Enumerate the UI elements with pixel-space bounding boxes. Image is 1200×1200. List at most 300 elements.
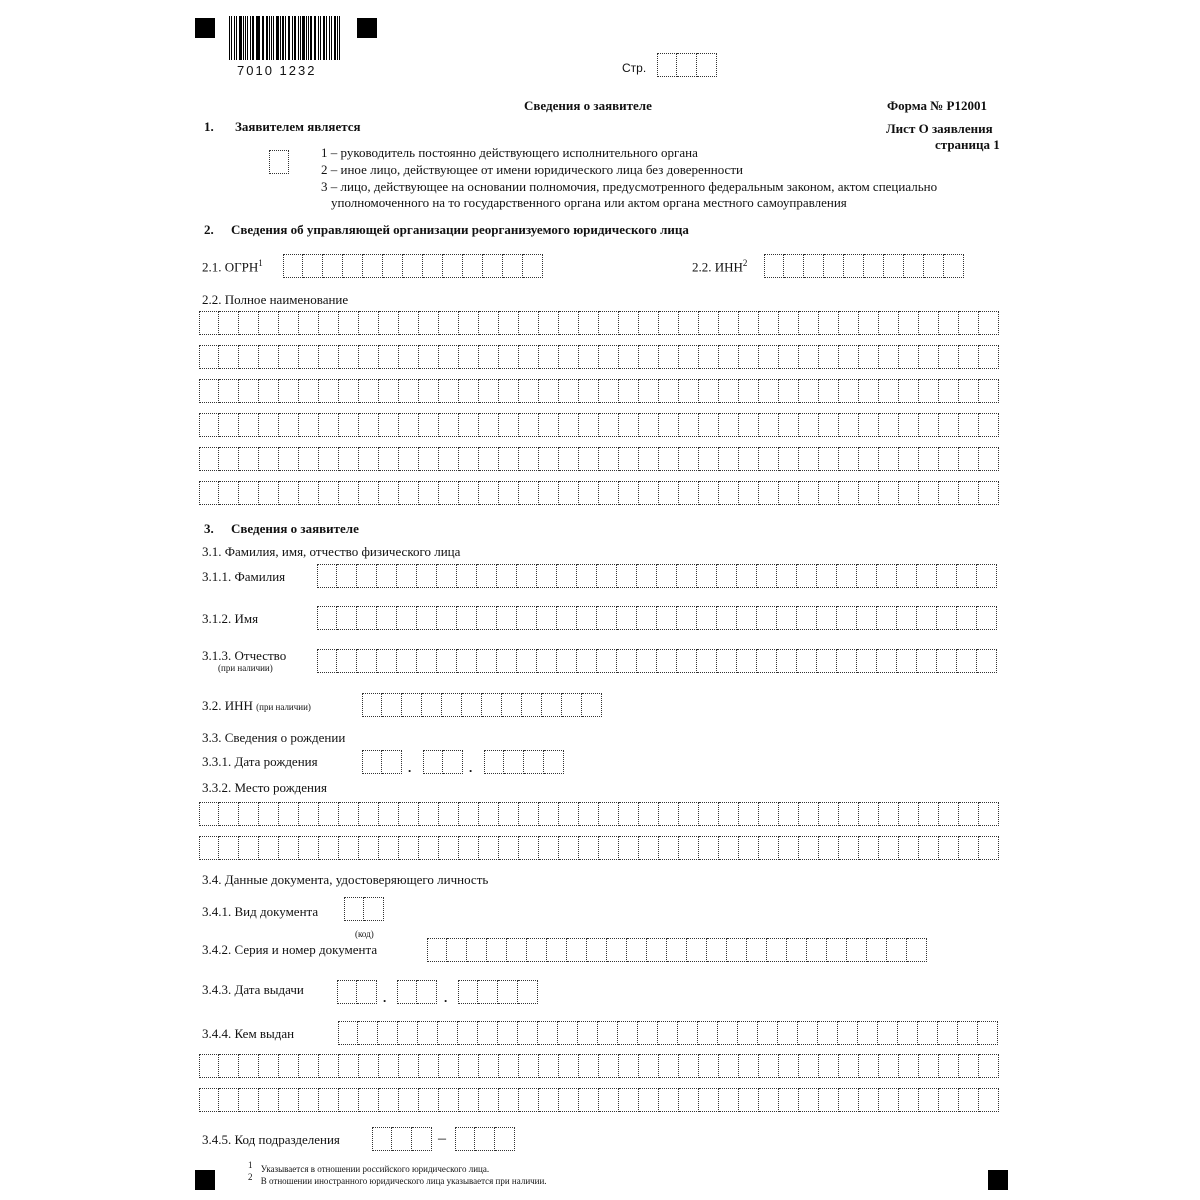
input-cell[interactable]	[359, 1088, 379, 1112]
input-cell[interactable]	[439, 802, 459, 826]
input-cell[interactable]	[919, 1054, 939, 1078]
input-cell[interactable]	[437, 649, 457, 673]
input-cell[interactable]	[239, 413, 259, 437]
input-cell[interactable]	[419, 345, 439, 369]
input-cell[interactable]	[599, 802, 619, 826]
input-cell[interactable]	[299, 481, 319, 505]
input-cell[interactable]	[779, 379, 799, 403]
input-cell[interactable]	[877, 649, 897, 673]
input-cell[interactable]	[319, 447, 339, 471]
input-cell[interactable]	[859, 836, 879, 860]
input-cell[interactable]	[879, 413, 899, 437]
input-cell[interactable]	[544, 750, 564, 774]
input-cell[interactable]	[867, 938, 887, 962]
input-cell[interactable]	[658, 1021, 678, 1045]
input-cell[interactable]	[917, 649, 937, 673]
input-cell[interactable]	[819, 481, 839, 505]
input-cell[interactable]	[779, 311, 799, 335]
input-cell[interactable]	[678, 1021, 698, 1045]
input-cell[interactable]	[423, 254, 443, 278]
input-cell[interactable]	[819, 447, 839, 471]
input-cell[interactable]	[659, 1088, 679, 1112]
input-cell[interactable]	[499, 1054, 519, 1078]
input-cell[interactable]	[597, 606, 617, 630]
input-cell[interactable]	[679, 345, 699, 369]
issued-by-field[interactable]	[199, 1054, 999, 1112]
input-cell[interactable]	[817, 649, 837, 673]
input-cell[interactable]	[619, 1088, 639, 1112]
input-cell[interactable]	[659, 311, 679, 335]
input-cell[interactable]	[447, 938, 467, 962]
input-cell[interactable]	[519, 1054, 539, 1078]
input-cell[interactable]	[439, 1088, 459, 1112]
input-cell[interactable]	[339, 447, 359, 471]
input-cell[interactable]	[392, 1127, 412, 1151]
input-cell[interactable]	[537, 649, 557, 673]
input-cell[interactable]	[798, 1021, 818, 1045]
input-cell[interactable]	[518, 1021, 538, 1045]
input-cell[interactable]	[944, 254, 964, 278]
input-cell[interactable]	[819, 379, 839, 403]
input-cell[interactable]	[337, 980, 357, 1004]
input-cell[interactable]	[519, 311, 539, 335]
input-cell[interactable]	[759, 481, 779, 505]
input-cell[interactable]	[397, 980, 417, 1004]
input-cell[interactable]	[959, 481, 979, 505]
input-cell[interactable]	[357, 606, 377, 630]
input-cell[interactable]	[479, 481, 499, 505]
input-cell[interactable]	[339, 1088, 359, 1112]
input-cell[interactable]	[199, 345, 219, 369]
ogrn-field[interactable]	[283, 254, 543, 278]
dept-code-part1-field[interactable]	[372, 1127, 432, 1151]
input-cell[interactable]	[718, 1021, 738, 1045]
input-cell[interactable]	[239, 345, 259, 369]
input-cell[interactable]	[507, 938, 527, 962]
input-cell[interactable]	[379, 1088, 399, 1112]
input-cell[interactable]	[899, 345, 919, 369]
input-cell[interactable]	[807, 938, 827, 962]
input-cell[interactable]	[317, 606, 337, 630]
input-cell[interactable]	[719, 311, 739, 335]
input-cell[interactable]	[269, 150, 289, 174]
input-cell[interactable]	[859, 481, 879, 505]
input-cell[interactable]	[959, 836, 979, 860]
input-cell[interactable]	[399, 481, 419, 505]
fullname-row[interactable]	[199, 447, 999, 471]
input-cell[interactable]	[419, 379, 439, 403]
input-cell[interactable]	[779, 413, 799, 437]
input-cell[interactable]	[482, 693, 502, 717]
input-cell[interactable]	[677, 606, 697, 630]
input-cell[interactable]	[517, 564, 537, 588]
input-cell[interactable]	[977, 606, 997, 630]
input-cell[interactable]	[739, 379, 759, 403]
input-cell[interactable]	[719, 481, 739, 505]
input-cell[interactable]	[239, 379, 259, 403]
input-cell[interactable]	[859, 379, 879, 403]
input-cell[interactable]	[419, 1054, 439, 1078]
input-cell[interactable]	[779, 447, 799, 471]
input-cell[interactable]	[979, 379, 999, 403]
input-cell[interactable]	[567, 938, 587, 962]
input-cell[interactable]	[857, 564, 877, 588]
input-cell[interactable]	[479, 1088, 499, 1112]
input-cell[interactable]	[959, 1054, 979, 1078]
input-cell[interactable]	[317, 649, 337, 673]
input-cell[interactable]	[259, 1088, 279, 1112]
input-cell[interactable]	[484, 750, 504, 774]
input-cell[interactable]	[697, 564, 717, 588]
input-cell[interactable]	[279, 481, 299, 505]
input-cell[interactable]	[479, 802, 499, 826]
input-cell[interactable]	[499, 1088, 519, 1112]
input-cell[interactable]	[279, 379, 299, 403]
input-cell[interactable]	[844, 254, 864, 278]
input-cell[interactable]	[439, 481, 459, 505]
input-cell[interactable]	[959, 379, 979, 403]
fullname-row[interactable]	[199, 481, 999, 505]
input-cell[interactable]	[958, 1021, 978, 1045]
input-cell[interactable]	[279, 447, 299, 471]
input-cell[interactable]	[939, 802, 959, 826]
input-cell[interactable]	[477, 606, 497, 630]
input-cell[interactable]	[518, 980, 538, 1004]
input-cell[interactable]	[478, 980, 498, 1004]
input-cell[interactable]	[439, 379, 459, 403]
input-cell[interactable]	[679, 802, 699, 826]
fullname-row[interactable]	[199, 311, 999, 335]
input-cell[interactable]	[679, 311, 699, 335]
input-cell[interactable]	[364, 897, 384, 921]
input-cell[interactable]	[479, 836, 499, 860]
input-cell[interactable]	[199, 413, 219, 437]
input-cell[interactable]	[359, 836, 379, 860]
input-cell[interactable]	[619, 447, 639, 471]
input-cell[interactable]	[777, 649, 797, 673]
input-cell[interactable]	[898, 1021, 918, 1045]
input-cell[interactable]	[362, 750, 382, 774]
input-cell[interactable]	[957, 606, 977, 630]
input-cell[interactable]	[699, 1054, 719, 1078]
input-cell[interactable]	[279, 836, 299, 860]
input-cell[interactable]	[299, 1088, 319, 1112]
input-cell[interactable]	[839, 481, 859, 505]
input-cell[interactable]	[739, 836, 759, 860]
input-cell[interactable]	[804, 254, 824, 278]
input-cell[interactable]	[639, 481, 659, 505]
input-cell[interactable]	[879, 802, 899, 826]
input-cell[interactable]	[659, 1054, 679, 1078]
input-cell[interactable]	[759, 836, 779, 860]
input-cell[interactable]	[259, 836, 279, 860]
input-cell[interactable]	[879, 836, 899, 860]
input-cell[interactable]	[919, 481, 939, 505]
input-cell[interactable]	[699, 836, 719, 860]
input-cell[interactable]	[479, 1054, 499, 1078]
input-cell[interactable]	[797, 606, 817, 630]
input-cell[interactable]	[399, 1054, 419, 1078]
input-cell[interactable]	[897, 606, 917, 630]
input-cell[interactable]	[737, 649, 757, 673]
input-cell[interactable]	[699, 447, 719, 471]
input-cell[interactable]	[677, 649, 697, 673]
input-cell[interactable]	[939, 447, 959, 471]
input-cell[interactable]	[537, 564, 557, 588]
input-cell[interactable]	[757, 564, 777, 588]
input-cell[interactable]	[219, 1054, 239, 1078]
input-cell[interactable]	[619, 1054, 639, 1078]
input-cell[interactable]	[547, 938, 567, 962]
input-cell[interactable]	[699, 1088, 719, 1112]
input-cell[interactable]	[259, 1054, 279, 1078]
input-cell[interactable]	[879, 379, 899, 403]
input-cell[interactable]	[739, 311, 759, 335]
dept-code-part2-field[interactable]	[455, 1127, 515, 1151]
surname-field[interactable]	[317, 564, 997, 588]
input-cell[interactable]	[559, 413, 579, 437]
input-cell[interactable]	[699, 413, 719, 437]
input-cell[interactable]	[598, 1021, 618, 1045]
input-cell[interactable]	[443, 750, 463, 774]
input-cell[interactable]	[797, 649, 817, 673]
input-cell[interactable]	[819, 802, 839, 826]
input-cell[interactable]	[339, 311, 359, 335]
input-cell[interactable]	[559, 447, 579, 471]
inn-field[interactable]	[764, 254, 964, 278]
input-cell[interactable]	[499, 379, 519, 403]
input-cell[interactable]	[937, 606, 957, 630]
input-cell[interactable]	[499, 345, 519, 369]
input-cell[interactable]	[597, 564, 617, 588]
input-cell[interactable]	[417, 564, 437, 588]
input-cell[interactable]	[599, 1054, 619, 1078]
input-cell[interactable]	[607, 938, 627, 962]
birth-month-field[interactable]	[423, 750, 463, 774]
input-cell[interactable]	[879, 447, 899, 471]
input-cell[interactable]	[877, 606, 897, 630]
input-cell[interactable]	[557, 606, 577, 630]
input-cell[interactable]	[219, 413, 239, 437]
input-cell[interactable]	[437, 606, 457, 630]
input-cell[interactable]	[619, 379, 639, 403]
input-cell[interactable]	[979, 481, 999, 505]
input-cell[interactable]	[919, 836, 939, 860]
input-cell[interactable]	[397, 649, 417, 673]
input-cell[interactable]	[759, 413, 779, 437]
input-cell[interactable]	[199, 1054, 219, 1078]
input-cell[interactable]	[417, 980, 437, 1004]
input-cell[interactable]	[699, 481, 719, 505]
input-cell[interactable]	[579, 311, 599, 335]
input-cell[interactable]	[679, 1054, 699, 1078]
input-cell[interactable]	[939, 1088, 959, 1112]
input-cell[interactable]	[443, 254, 463, 278]
input-cell[interactable]	[319, 1054, 339, 1078]
input-cell[interactable]	[359, 802, 379, 826]
input-cell[interactable]	[319, 311, 339, 335]
input-cell[interactable]	[757, 649, 777, 673]
input-cell[interactable]	[959, 447, 979, 471]
input-cell[interactable]	[582, 693, 602, 717]
input-cell[interactable]	[524, 750, 544, 774]
input-cell[interactable]	[719, 836, 739, 860]
input-cell[interactable]	[679, 413, 699, 437]
input-cell[interactable]	[937, 649, 957, 673]
input-cell[interactable]	[357, 649, 377, 673]
applicant-type-field[interactable]	[269, 150, 289, 174]
input-cell[interactable]	[919, 802, 939, 826]
input-cell[interactable]	[382, 693, 402, 717]
input-cell[interactable]	[539, 802, 559, 826]
input-cell[interactable]	[439, 413, 459, 437]
input-cell[interactable]	[412, 1127, 432, 1151]
input-cell[interactable]	[764, 254, 784, 278]
input-cell[interactable]	[819, 836, 839, 860]
input-cell[interactable]	[847, 938, 867, 962]
input-cell[interactable]	[579, 1054, 599, 1078]
input-cell[interactable]	[739, 447, 759, 471]
input-cell[interactable]	[559, 345, 579, 369]
input-cell[interactable]	[378, 1021, 398, 1045]
input-cell[interactable]	[759, 379, 779, 403]
input-cell[interactable]	[539, 836, 559, 860]
input-cell[interactable]	[899, 413, 919, 437]
input-cell[interactable]	[979, 447, 999, 471]
input-cell[interactable]	[679, 481, 699, 505]
input-cell[interactable]	[427, 938, 447, 962]
input-cell[interactable]	[719, 1088, 739, 1112]
input-cell[interactable]	[279, 413, 299, 437]
input-cell[interactable]	[679, 379, 699, 403]
input-cell[interactable]	[457, 606, 477, 630]
input-cell[interactable]	[979, 1088, 999, 1112]
input-cell[interactable]	[938, 1021, 958, 1045]
input-cell[interactable]	[379, 345, 399, 369]
input-cell[interactable]	[439, 836, 459, 860]
input-cell[interactable]	[799, 1054, 819, 1078]
birth-place-field[interactable]	[199, 802, 999, 860]
input-cell[interactable]	[859, 311, 879, 335]
birth-place-row[interactable]	[199, 802, 999, 826]
input-cell[interactable]	[659, 481, 679, 505]
input-cell[interactable]	[519, 379, 539, 403]
input-cell[interactable]	[878, 1021, 898, 1045]
input-cell[interactable]	[299, 345, 319, 369]
input-cell[interactable]	[839, 379, 859, 403]
page-number-field[interactable]	[657, 53, 717, 77]
input-cell[interactable]	[199, 447, 219, 471]
input-cell[interactable]	[419, 447, 439, 471]
input-cell[interactable]	[864, 254, 884, 278]
input-cell[interactable]	[799, 481, 819, 505]
input-cell[interactable]	[457, 649, 477, 673]
input-cell[interactable]	[819, 1054, 839, 1078]
input-cell[interactable]	[517, 606, 537, 630]
input-cell[interactable]	[399, 802, 419, 826]
input-cell[interactable]	[439, 1054, 459, 1078]
issue-day-field[interactable]	[337, 980, 377, 1004]
input-cell[interactable]	[637, 606, 657, 630]
input-cell[interactable]	[499, 481, 519, 505]
input-cell[interactable]	[819, 345, 839, 369]
input-cell[interactable]	[859, 1054, 879, 1078]
input-cell[interactable]	[779, 802, 799, 826]
birth-year-field[interactable]	[484, 750, 564, 774]
input-cell[interactable]	[657, 564, 677, 588]
input-cell[interactable]	[904, 254, 924, 278]
input-cell[interactable]	[402, 693, 422, 717]
doc-type-field[interactable]	[344, 897, 384, 921]
doc-series-field[interactable]	[427, 938, 927, 962]
input-cell[interactable]	[539, 345, 559, 369]
input-cell[interactable]	[579, 481, 599, 505]
input-cell[interactable]	[459, 413, 479, 437]
input-cell[interactable]	[519, 481, 539, 505]
input-cell[interactable]	[899, 311, 919, 335]
input-cell[interactable]	[619, 481, 639, 505]
input-cell[interactable]	[299, 413, 319, 437]
input-cell[interactable]	[438, 1021, 458, 1045]
input-cell[interactable]	[559, 1088, 579, 1112]
input-cell[interactable]	[838, 1021, 858, 1045]
input-cell[interactable]	[199, 836, 219, 860]
input-cell[interactable]	[499, 311, 519, 335]
input-cell[interactable]	[879, 345, 899, 369]
input-cell[interactable]	[747, 938, 767, 962]
input-cell[interactable]	[639, 311, 659, 335]
input-cell[interactable]	[959, 802, 979, 826]
input-cell[interactable]	[657, 606, 677, 630]
input-cell[interactable]	[884, 254, 904, 278]
input-cell[interactable]	[239, 447, 259, 471]
input-cell[interactable]	[717, 606, 737, 630]
input-cell[interactable]	[759, 1054, 779, 1078]
input-cell[interactable]	[279, 345, 299, 369]
input-cell[interactable]	[497, 649, 517, 673]
input-cell[interactable]	[979, 802, 999, 826]
input-cell[interactable]	[639, 1054, 659, 1078]
input-cell[interactable]	[959, 413, 979, 437]
input-cell[interactable]	[817, 564, 837, 588]
input-cell[interactable]	[337, 564, 357, 588]
input-cell[interactable]	[357, 980, 377, 1004]
input-cell[interactable]	[219, 447, 239, 471]
input-cell[interactable]	[559, 481, 579, 505]
input-cell[interactable]	[699, 379, 719, 403]
input-cell[interactable]	[879, 1054, 899, 1078]
input-cell[interactable]	[697, 606, 717, 630]
input-cell[interactable]	[379, 379, 399, 403]
input-cell[interactable]	[504, 750, 524, 774]
input-cell[interactable]	[719, 379, 739, 403]
input-cell[interactable]	[659, 802, 679, 826]
input-cell[interactable]	[399, 836, 419, 860]
input-cell[interactable]	[759, 311, 779, 335]
input-cell[interactable]	[559, 311, 579, 335]
input-cell[interactable]	[917, 564, 937, 588]
input-cell[interactable]	[502, 693, 522, 717]
input-cell[interactable]	[737, 564, 757, 588]
input-cell[interactable]	[759, 802, 779, 826]
input-cell[interactable]	[577, 649, 597, 673]
input-cell[interactable]	[323, 254, 343, 278]
input-cell[interactable]	[957, 649, 977, 673]
input-cell[interactable]	[859, 345, 879, 369]
input-cell[interactable]	[319, 413, 339, 437]
input-cell[interactable]	[617, 606, 637, 630]
input-cell[interactable]	[259, 802, 279, 826]
